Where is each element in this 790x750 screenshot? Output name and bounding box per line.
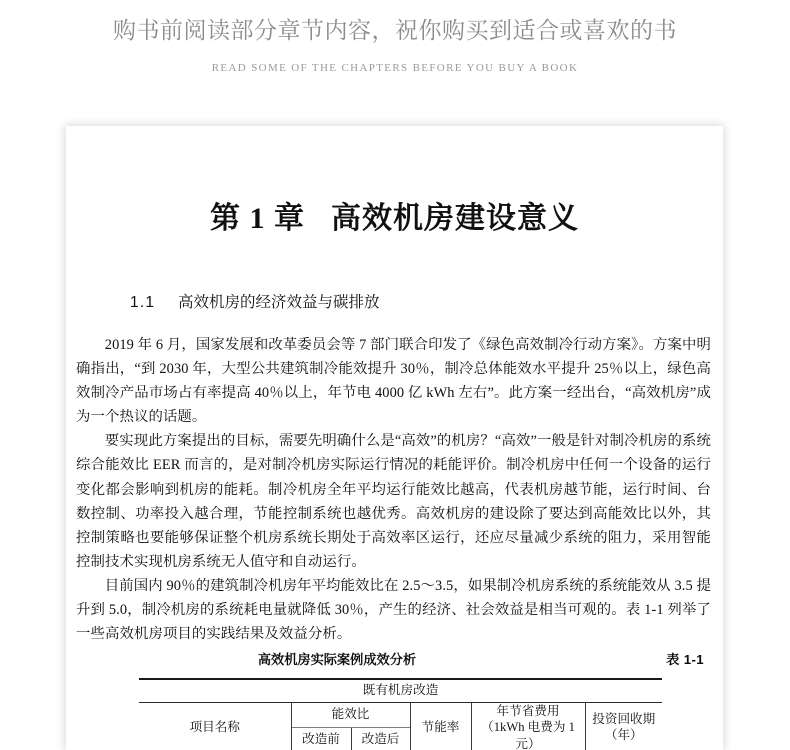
chapter-title-text: 高效机房建设意义	[331, 202, 579, 235]
col-header-eer-group: 能效比	[291, 702, 410, 727]
annual-saving-line-1: 年节省费用	[496, 703, 560, 718]
case-analysis-table	[139, 678, 662, 750]
table-group-row	[139, 679, 662, 702]
table-header-row-1	[139, 702, 662, 727]
table-caption: 高效机房实际案例成效分析	[257, 652, 417, 667]
book-page-sheet	[66, 126, 723, 750]
paragraph-2: 要实现此方案提出的目标，需要先明确什么是“高效”的机房？“高效”一般是针对制冷机房的系统综合能效比 EER 而言的，是对制冷机房实际运行情况的耗能评价。制冷机房中任何一个设备的运行变化都会影响到机房的能耗。制冷机房全年平均运行能效比越高，代表机房越节能，运行时间、台数控制、功率投入越合理，节能控制系统也越优秀。高效机房的建设除了要达到高能效比以外，其控制策略也要能够保证整个机房系统长期处于高效率区运行，还应尽量减少系统的阻力，采用智能控制技术实现机房系统无人值守和自动运行。	[76, 433, 711, 570]
table-number-label: 表 1-1	[666, 652, 704, 667]
data-table-wrapper	[139, 678, 662, 750]
col-header-eer-after: 改造后	[351, 727, 410, 750]
banner-chinese-headline: 购书前阅读部分章节内容，祝你购买到适合或喜欢的书	[113, 17, 677, 43]
section-title: 高效机房的经济效益与碳排放	[178, 294, 380, 311]
page-content	[66, 126, 723, 750]
group-header-existing-retrofit: 既有机房改造	[139, 679, 662, 702]
payback-line-2: （年）	[604, 728, 643, 743]
table-caption-row	[76, 650, 711, 672]
col-header-payback-period	[585, 702, 662, 750]
annual-saving-line-2: （1kWh 电费为 1 元）	[481, 720, 575, 750]
body-text-block	[66, 333, 723, 646]
banner-english-subtitle: READ SOME OF THE CHAPTERS BEFORE YOU BUY A BOOK	[211, 62, 579, 74]
chapter-label: 第 1 章	[210, 202, 305, 235]
section-heading	[130, 292, 380, 314]
col-header-annual-saving	[471, 702, 585, 750]
section-number: 1.1	[130, 294, 156, 311]
paragraph-1: 2019 年 6 月，国家发展和改革委员会等 7 部门联合印发了《绿色高效制冷行动方案》。方案中明确指出，“到 2030 年，大型公共建筑制冷能效提升 30％，制冷总体能效水平提升 25％以上，绿色高效制冷产品市场占有率提高 40％以上，年节电 4000 亿 kWh 左右”。此方案一经出台，“高效机房”成为一个热议的话题。	[76, 337, 711, 426]
col-header-eer-before: 改造前	[291, 727, 351, 750]
promo-banner	[0, 0, 790, 125]
col-header-saving-rate: 节能率	[410, 702, 471, 750]
payback-line-1: 投资回收期	[592, 711, 656, 726]
col-header-project-name: 项目名称	[139, 702, 291, 750]
chapter-title	[66, 199, 723, 239]
paragraph-3: 目前国内 90％的建筑制冷机房年平均能效比在 2.5～3.5，如果制冷机房系统的系统能效从 3.5 提升到 5.0，制冷机房的系统耗电量就降低 30％，产生的经济、社会效益是相当可观的。表 1-1 列举了一些高效机房项目的实践结果及效益分析。	[76, 577, 711, 643]
